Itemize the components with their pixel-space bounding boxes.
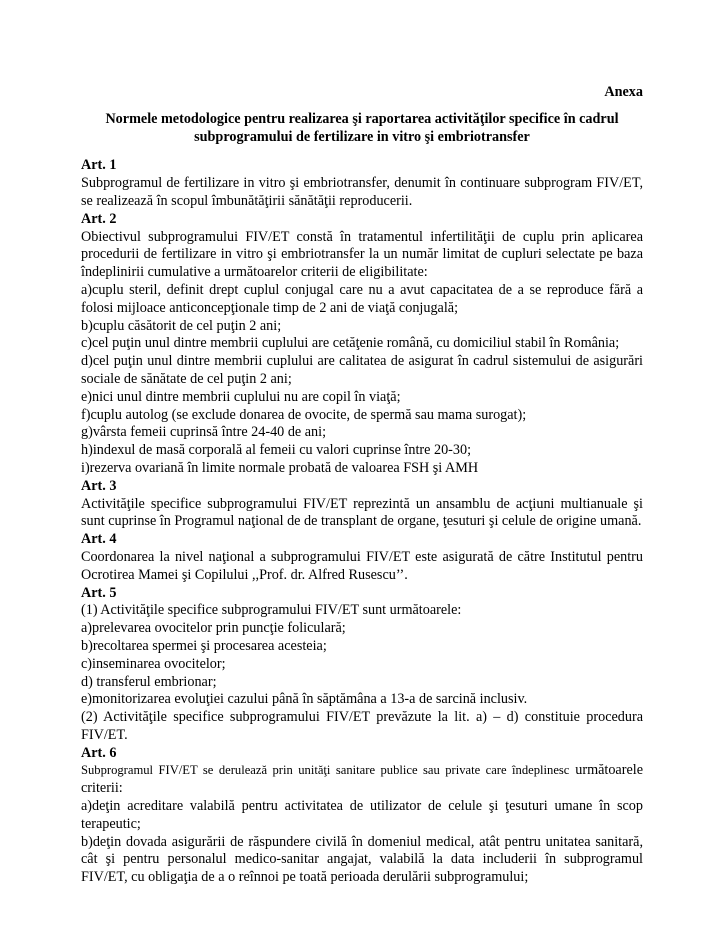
article-5-item-c: c)inseminarea ovocitelor;: [81, 655, 226, 672]
article-5-intro: (1) Activităţile specifice subprogramului FIV/ET sunt următoarele:: [81, 602, 462, 619]
article-2-item-d: d)cel puţin unul dintre membrii cuplului are calitatea de asigurat în cadrul sistemului de asigurări sociale de sănătate de cel puţin 2 ani;: [81, 353, 643, 387]
article-3-text: Activităţile specifice subprogramului FIV/ET reprezintă un ansamblu de acţiuni multianuale şi sunt cuprinse în Programul naţional de de transplant de organe, ţesuturi şi celule de origine umană.: [81, 495, 643, 530]
article-2-item-h: h)indexul de masă corporală al femeii cu valori cuprinse între 20-30;: [81, 442, 472, 459]
article-6-item-b: b)deţin dovada asigurării de răspundere civilă în domeniul medical, atât pentru unitatea sanitară, cât şi pentru personalul medico-sanitar angajat, valabilă la data includerii în subprogramul FIV/ET, cu obligaţia de a o reînnoi pe toată perioada derulării subprogramului;: [81, 833, 643, 886]
article-1-heading: Art. 1: [81, 157, 117, 174]
article-2-item-i: i)rezerva ovariană în limite normale probată de valoarea FSH şi AMH: [81, 459, 479, 476]
article-6-item-a: a)deţin acreditare valabilă pentru activitatea de utilizator de celule şi ţesuturi umane în scop terapeutic;: [81, 798, 643, 832]
article-2-item-g: g)vârsta femeii cuprinsă între 24-40 de ani;: [81, 424, 327, 441]
article-5-paragraph-2: (2) Activităţile specifice subprogramului FIV/ET prevăzute la lit. a) – d) constituie procedura FIV/ET.: [81, 709, 643, 743]
article-2-item-a: a)cuplu steril, definit drept cuplul conjugal care nu a avut capacitatea de a se reproduce fără a folosi mijloace anticoncepţionale timp de 2 ani de viaţă conjugală;: [81, 281, 643, 316]
article-2-item-e: e)nici unul dintre membrii cuplului nu are copil în viaţă;: [81, 388, 401, 405]
article-2-item-c: c)cel puţin unul dintre membrii cuplului are cetăţenie română, cu domiciliul stabil în România;: [81, 335, 620, 352]
article-5-item-b: b)recoltarea spermei şi procesarea acesteia;: [81, 637, 327, 654]
article-4-heading: Art. 4: [81, 531, 117, 548]
article-2-heading: Art. 2: [81, 210, 117, 227]
document-page: [81, 84, 643, 887]
article-5-item-d: d) transferul embrionar;: [81, 673, 217, 690]
article-5-item-a: a)prelevarea ovocitelor prin puncţie foliculară;: [81, 620, 346, 637]
article-6-heading: Art. 6: [81, 744, 117, 761]
article-6-intro-small: Subprogramul FIV/ET se derulează prin unităţi sanitare publice sau private care îndeplinesc: [81, 763, 570, 778]
article-5-item-e: e)monitorizarea evoluţiei cazului până în săptămâna a 13-a de sarcină inclusiv.: [81, 691, 528, 708]
annex-label: Anexa: [604, 84, 643, 100]
article-4-text: Coordonarea la nivel naţional a subprogramului FIV/ET este asigurată de către Institutul pentru Ocrotirea Mamei şi Copilului ,,Prof. dr. Alfred Rusescu’’.: [81, 548, 643, 583]
article-2-item-b: b)cuplu căsătorit de cel puţin 2 ani;: [81, 317, 282, 334]
article-2-intro: Obiectivul subprogramului FIV/ET constă în tratamentul infertilităţii de cuplu prin aplicarea procedurii de fertilizare in vitro şi embriotransfer la un număr limitat de cupluri selectate pe baza îndeplinirii cumulative a următoarelor criterii de eligibilitate:: [81, 228, 643, 281]
article-1-text: Subprogramul de fertilizare in vitro şi embriotransfer, denumit în continuare subprogram FIV/ET, se realizează în scopul îmbunătăţirii sănătăţii reproducerii.: [81, 175, 643, 209]
document-title: Normele metodologice pentru realizarea şi raportarea activităţilor specifice în cadrul subprogramului de fertilizare in vitro şi embriotransfer: [105, 110, 619, 145]
article-6-intro: [81, 762, 643, 798]
article-5-heading: Art. 5: [81, 584, 117, 601]
article-6-intro-rest: următoarele criterii:: [81, 762, 643, 797]
article-3-heading: Art. 3: [81, 477, 117, 494]
article-2-item-f: f)cuplu autolog (se exclude donarea de ovocite, de spermă sau mama surogat);: [81, 406, 527, 423]
